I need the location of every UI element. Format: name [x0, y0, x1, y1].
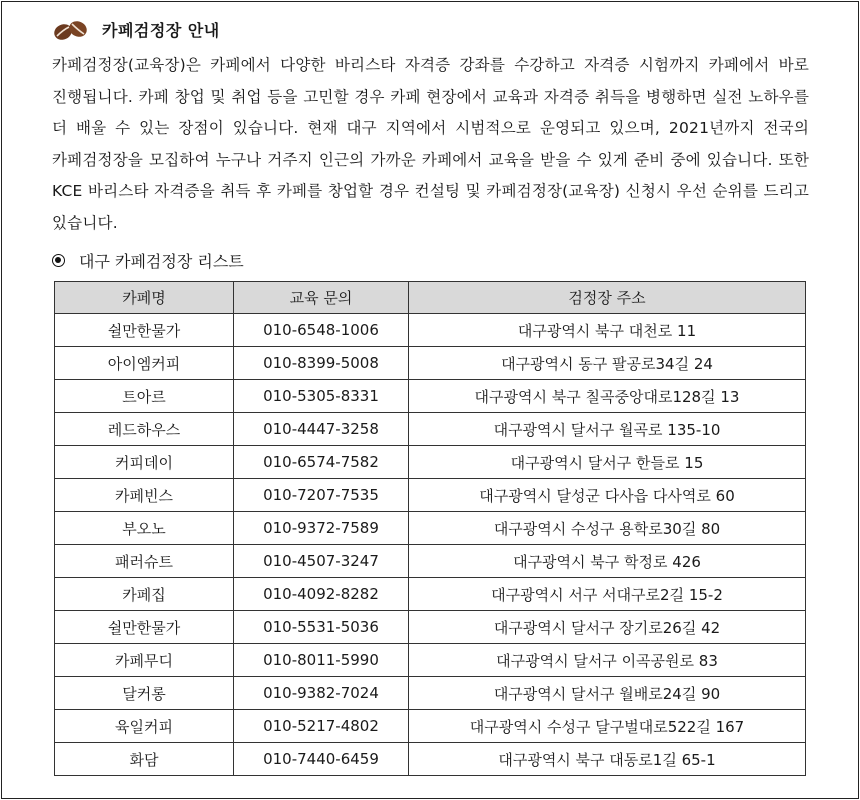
address-cell: 대구광역시 수성구 용학로30길 80 [409, 512, 806, 545]
cafe-name-cell: 달커롱 [55, 677, 234, 710]
table-row [55, 545, 806, 578]
table-body [55, 314, 806, 776]
address-cell: 대구광역시 서구 서대구로2길 15-2 [409, 578, 806, 611]
cafe-name-cell: 패러슈트 [55, 545, 234, 578]
table-header-row [55, 282, 806, 314]
table-row [55, 611, 806, 644]
radio-bullet-icon [52, 254, 65, 267]
address-cell: 대구광역시 달서구 월배로24길 90 [409, 677, 806, 710]
contact-phone-cell: 010-8011-5990 [234, 644, 409, 677]
table-row [55, 479, 806, 512]
cafe-name-cell: 카페빈스 [55, 479, 234, 512]
table-row [55, 677, 806, 710]
table-row [55, 446, 806, 479]
cafe-name-cell: 쉴만한물가 [55, 611, 234, 644]
table-row [55, 710, 806, 743]
contact-phone-cell: 010-4092-8282 [234, 578, 409, 611]
page-title: 카페검정장 안내 [102, 20, 220, 40]
contact-phone-cell: 010-5531-5036 [234, 611, 409, 644]
column-header-cafe: 카페명 [55, 282, 234, 314]
contact-phone-cell: 010-9382-7024 [234, 677, 409, 710]
address-cell: 대구광역시 북구 대동로1길 65-1 [409, 743, 806, 776]
contact-phone-cell: 010-7440-6459 [234, 743, 409, 776]
table-row [55, 512, 806, 545]
contact-phone-cell: 010-7207-7535 [234, 479, 409, 512]
contact-phone-cell: 010-4507-3247 [234, 545, 409, 578]
cafe-name-cell: 쉴만한물가 [55, 314, 234, 347]
address-cell: 대구광역시 동구 팔공로34길 24 [409, 347, 806, 380]
cafe-name-cell: 아이엠커피 [55, 347, 234, 380]
address-cell: 대구광역시 달서구 월곡로 135-10 [409, 413, 806, 446]
column-header-contact: 교육 문의 [234, 282, 409, 314]
cafe-name-cell: 육일커피 [55, 710, 234, 743]
table-row [55, 314, 806, 347]
cafe-name-cell: 카페무디 [55, 644, 234, 677]
column-header-address: 검정장 주소 [409, 282, 806, 314]
contact-phone-cell: 010-6574-7582 [234, 446, 409, 479]
table-row [55, 380, 806, 413]
list-heading [52, 248, 244, 272]
contact-phone-cell: 010-6548-1006 [234, 314, 409, 347]
contact-phone-cell: 010-5305-8331 [234, 380, 409, 413]
address-cell: 대구광역시 북구 학정로 426 [409, 545, 806, 578]
address-cell: 대구광역시 달성군 다사읍 다사역로 60 [409, 479, 806, 512]
intro-paragraph: 카페검정장(교육장)은 카페에서 다양한 바리스타 자격증 강좌를 수강하고 자격증 시험까지 카페에서 바로 진행됩니다. 카페 창업 및 취업 등을 고민할 경우 카페 현장에서 교육과 자격증 취득을 병행하면 실전 노하우를 더 배울 수 있는 장점이 있습니다. 현재 대구 지역에서 시범적으로 운영되고 있으며, 2021년까지 전국의 카페검정장을 모집하여 누구나 거주지 인근의 가까운 카페에서 교육을 받을 수 있게 준비 중에 있습니다. 또한 KCE 바리스타 자격증을 취득 후 카페를 창업할 경우 컨설팅 및 카페검정장(교육장) 신청시 우선 순위를 드리고 있습니다. [52, 56, 809, 232]
table-row [55, 347, 806, 380]
contact-phone-cell: 010-9372-7589 [234, 512, 409, 545]
list-heading-label: 대구 카페검정장 리스트 [79, 251, 244, 271]
address-cell: 대구광역시 수성구 달구벌대로522길 167 [409, 710, 806, 743]
address-cell: 대구광역시 달서구 장기로26길 42 [409, 611, 806, 644]
address-cell: 대구광역시 북구 대천로 11 [409, 314, 806, 347]
cafe-name-cell: 화담 [55, 743, 234, 776]
cafe-name-cell: 카페집 [55, 578, 234, 611]
contact-phone-cell: 010-4447-3258 [234, 413, 409, 446]
cafe-name-cell: 부오노 [55, 512, 234, 545]
coffee-beans-icon [52, 15, 90, 43]
contact-phone-cell: 010-5217-4802 [234, 710, 409, 743]
cafe-list-table [54, 281, 806, 776]
address-cell: 대구광역시 달서구 이곡공원로 83 [409, 644, 806, 677]
contact-phone-cell: 010-8399-5008 [234, 347, 409, 380]
address-cell: 대구광역시 달서구 한들로 15 [409, 446, 806, 479]
table-row [55, 413, 806, 446]
address-cell: 대구광역시 북구 칠곡중앙대로128길 13 [409, 380, 806, 413]
cafe-name-cell: 레드하우스 [55, 413, 234, 446]
table-row [55, 644, 806, 677]
table-row [55, 743, 806, 776]
cafe-name-cell: 트아르 [55, 380, 234, 413]
cafe-name-cell: 커피데이 [55, 446, 234, 479]
section-header [52, 14, 220, 44]
table-row [55, 578, 806, 611]
